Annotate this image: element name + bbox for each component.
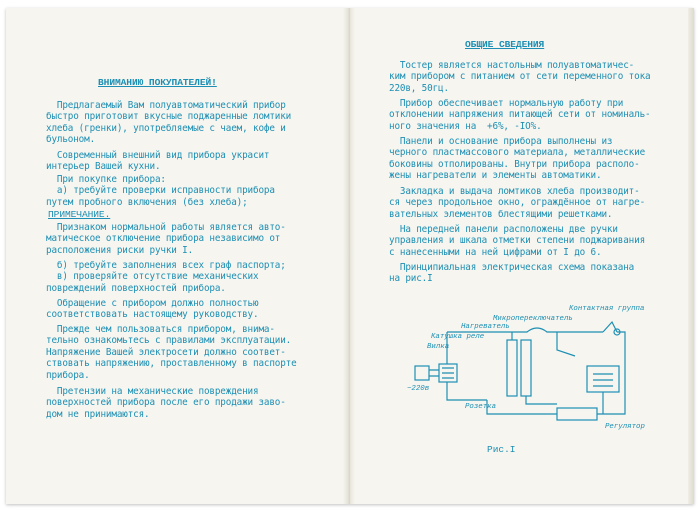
electrical-schematic <box>407 304 679 432</box>
microswitch-contact <box>557 332 575 356</box>
regulator-inner <box>593 374 613 386</box>
label-relay-coil: Катушка реле <box>431 333 485 341</box>
heater-wire <box>512 332 557 404</box>
paragraph-design: Современный внешний вид прибора украсит интерьер Вашей кухни. <box>46 150 270 173</box>
booklet-fold <box>343 8 355 504</box>
heater-element-2 <box>521 340 531 396</box>
right-page <box>355 8 688 504</box>
paragraph-handling: Обращение с прибором должно полностью соответствовать настоящему руководству. <box>46 298 259 321</box>
label-regulator: Регулятор <box>605 423 645 431</box>
note-heading: ПРИМЕЧАНИЕ. <box>48 209 111 220</box>
label-microswitch: Микропереключатель <box>493 315 573 323</box>
paragraph-checks: б) требуйте заполнения всех граф паспорта; в) проверяйте отсутствие механических повреждений поверхностей прибора. <box>46 260 286 294</box>
label-socket: Розетка <box>465 403 497 411</box>
paragraph-voltage: Прибор обеспечивает нормальную работу при отклонении напряжения питающей сети от номиналь- ного значения на +6%, -IO%. <box>389 98 651 132</box>
paragraph-before-use: Прежде чем пользоваться прибором, внима- тельно ознакомьтесь с правилами эксплуатации. Напряжение Вашей электросети должно соответ- ствовать напряжению, проставленному в паспорте прибора. <box>46 324 297 381</box>
wire-right <box>597 332 625 414</box>
paragraph-purchase: При покупке прибора: а) требуйте проверки исправности прибора путем пробного включения (без хлеба); <box>46 174 275 208</box>
label-voltage: ~220в <box>407 385 430 393</box>
relay-coil-turns <box>442 368 454 378</box>
plug-prongs <box>429 370 439 376</box>
paragraph-loading: Закладка и выдача ломтиков хлеба производит- ся через продольное окно, ограждённое от нагре- вательных элементов блестящими решетками. <box>389 186 646 220</box>
paragraph-claims: Претензии на механические повреждения поверхностей прибора после его продажи заво- дом не принимаются. <box>46 386 286 420</box>
paragraph-controls: На передней панели расположены две ручки управления и шкала отметки степени поджаривания с нанесенными на ней цифрами от I до 6. <box>389 224 646 258</box>
regulator-box <box>587 366 619 392</box>
label-contact-group: Контактная группа <box>569 305 645 313</box>
socket-box <box>557 408 597 420</box>
paragraph-schematic-ref: Принципиальная электрическая схема показана на рис.I <box>389 262 635 285</box>
page-edge <box>688 8 694 504</box>
label-heater: Нагреватель <box>461 323 510 331</box>
paragraph-materials: Панели и основание прибора выполнены из черного пластмассового материала, металлические боковины отполированы. Внутри прибора располо- жены нагреватели и элементы автоматики. <box>389 136 646 182</box>
left-page <box>6 8 344 504</box>
left-page-heading: ВНИМАНИЮ ПОКУПАТЕЛЕЙ! <box>98 77 217 88</box>
wire-lower-left <box>447 382 487 400</box>
right-page-heading: ОБЩИЕ СВЕДЕНИЯ <box>465 39 545 50</box>
paragraph-intro: Предлагаемый Вам полуавтоматический прибор быстро приготовит вкусные поджаренные ломтики хлеба (гренки), употребляемые с чаем, кофе и бульоном. <box>46 100 292 146</box>
plug-box <box>415 366 429 380</box>
open-booklet <box>6 8 694 504</box>
heater-element-1 <box>507 340 517 396</box>
figure-caption: Рис.I <box>487 444 516 455</box>
paragraph-general: Тостер является настольным полуавтоматичес- ким прибором с питанием от сети переменного тока 220в, 50гц. <box>389 60 651 94</box>
paragraph-note: Признаком нормальной работы является авто- матическое отключение прибора независимо от расположения риски ручки I. <box>46 222 286 256</box>
label-plug: Вилка <box>427 343 450 351</box>
